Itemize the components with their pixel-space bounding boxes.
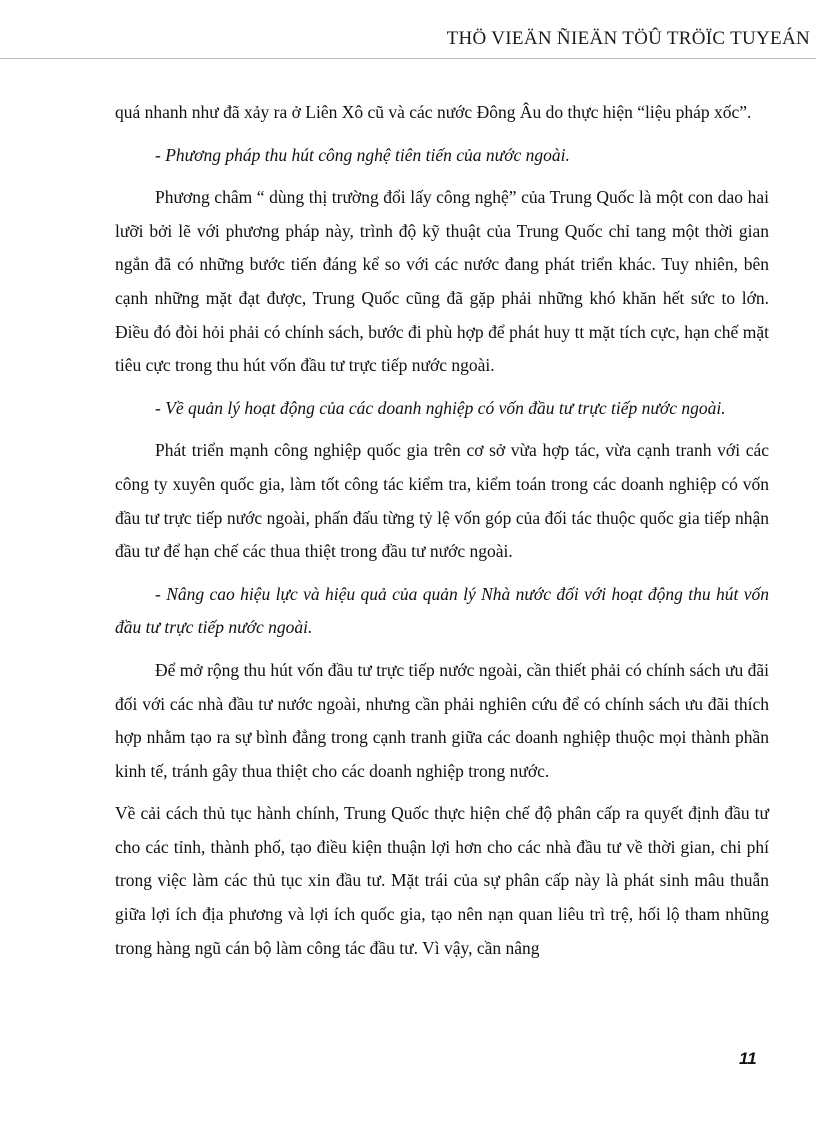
header-divider	[0, 58, 816, 59]
subheading-technology: - Phương pháp thu hút công nghệ tiên tiến của nước ngoài.	[155, 144, 570, 165]
subheading-state-efficiency: - Nâng cao hiệu lực và hiệu quả của quản lý Nhà nước đối với hoạt động thu hút vốn đầu tư trực tiếp nước ngoài.	[115, 583, 769, 638]
subheading-management: - Về quản lý hoạt động của các doanh nghiệp có vốn đầu tư trực tiếp nước ngoài.	[155, 397, 726, 418]
paragraph-continuation: quá nhanh như đã xảy ra ở Liên Xô cũ và các nước Đông Âu do thực hiện “liệu pháp xốc”.	[115, 102, 752, 122]
paragraph-technology: Phương châm “ dùng thị trường đổi lấy công nghệ” của Trung Quốc là một con dao hai lưỡi bởi lẽ với phương pháp này, trình độ kỹ thuật của Trung Quốc chỉ tang một thời gian ngắn đã có những bước tiến đáng kể so với các nước đang phát triển khác. Tuy nhiên, bên cạnh những mặt đạt được, Trung Quốc cũng đã gặp phải những khó khăn hết sức to lớn. Điều đó đòi hỏi phải có chính sách, bước đi phù hợp để phát huy tt mặt tích cực, hạn chế mặt tiêu cực trong thu hút vốn đầu tư trực tiếp nước ngoài.	[115, 187, 769, 376]
document-body	[115, 96, 769, 974]
page-header-title: THÖ VIEÄN ÑIEÄN TÖÛ TRÖÏC TUYEÁN	[446, 28, 810, 49]
paragraph-incentives: Để mở rộng thu hút vốn đầu tư trực tiếp nước ngoài, cần thiết phải có chính sách ưu đãi đối với các nhà đầu tư nước ngoài, nhưng cần phải nghiên cứu để có chính sách ưu đãi thích hợp nhằm tạo ra sự bình đẳng trong cạnh tranh giữa các doanh nghiệp thuộc mọi thành phần kinh tế, tránh gây thua thiệt cho các doanh nghiệp trong nước.	[115, 659, 769, 781]
paragraph-management: Phát triển mạnh công nghiệp quốc gia trên cơ sở vừa hợp tác, vừa cạnh tranh với các công ty xuyên quốc gia, làm tốt công tác kiểm tra, kiểm toán trong các doanh nghiệp có vốn đầu tư trực tiếp nước ngoài, phấn đấu từng tỷ lệ vốn góp của đối tác thuộc quốc gia tiếp nhận đầu tư để hạn chế các thua thiệt trong đầu tư nước ngoài.	[115, 440, 769, 562]
page-number: 11	[739, 1049, 757, 1068]
paragraph-administrative-reform: Về cải cách thủ tục hành chính, Trung Quốc thực hiện chế độ phân cấp ra quyết định đầu tư cho các tỉnh, thành phố, tạo điều kiện thuận lợi hơn cho các nhà đầu tư về thời gian, chi phí trong việc làm các thủ tục xin đầu tư. Mặt trái của sự phân cấp này là phát sinh mâu thuẫn giữa lợi ích địa phương và lợi ích quốc gia, tạo nên nạn quan liêu trì trệ, hối lộ tham nhũng trong hàng ngũ cán bộ làm công tác đầu tư. Vì vậy, cần nâng	[115, 803, 769, 958]
